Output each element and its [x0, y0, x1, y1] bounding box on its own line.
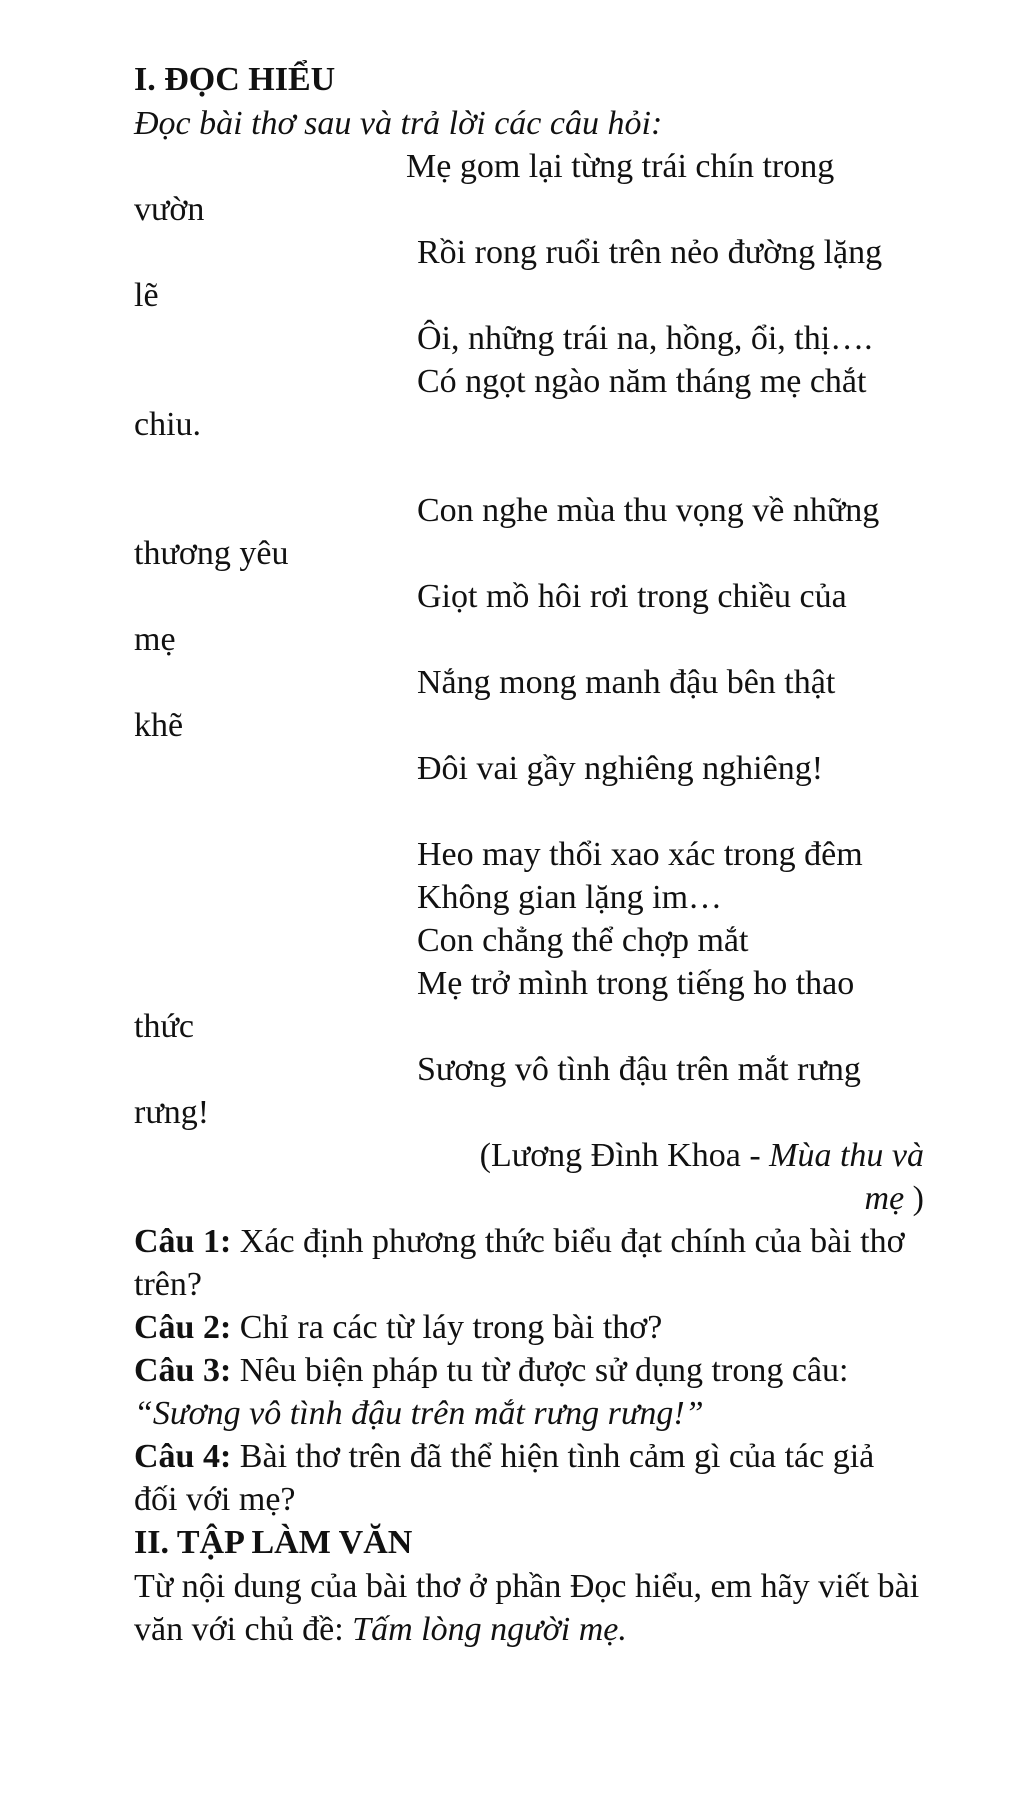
poem [134, 145, 924, 1134]
poem-source: (Lương Đình Khoa - Mùa thu và mẹ ) [479, 1137, 924, 1217]
poem-line: Sương vô tình đậu trên mắt rưng rưng! [134, 1051, 861, 1131]
poem-line: Mẹ trở mình trong tiếng ho thao thức [134, 965, 855, 1045]
document-page [134, 58, 924, 1651]
question-4: Câu 4: Bài thơ trên đã thể hiện tình cảm gì của tác giả đối với mẹ? [134, 1438, 875, 1518]
poem-line: Không gian lặng im… [417, 879, 723, 916]
writing-task: Từ nội dung của bài thơ ở phần Đọc hiểu, em hãy viết bài văn với chủ đề: Tấm lòng người mẹ. [134, 1568, 920, 1648]
question-2: Câu 2: Chỉ ra các từ láy trong bài thơ? [134, 1309, 663, 1346]
poem-line: Có ngọt ngào năm tháng mẹ chắt chiu. [134, 363, 867, 443]
poem-line: Ôi, những trái na, hồng, ổi, thị…. [417, 320, 873, 357]
poem-line: Giọt mồ hôi rơi trong chiều của mẹ [134, 578, 847, 658]
question-1: Câu 1: Xác định phương thức biểu đạt chính của bài thơ trên? [134, 1223, 905, 1303]
poem-line: Mẹ gom lại từng trái chín trong vườn [134, 148, 835, 228]
stanza-break [134, 446, 924, 489]
poem-line: Đôi vai gầy nghiêng nghiêng! [417, 750, 824, 787]
section-1-heading: I. ĐỌC HIỂU [134, 61, 336, 98]
reading-instruction: Đọc bài thơ sau và trả lời các câu hỏi: [134, 105, 663, 142]
poem-line: Con nghe mùa thu vọng về những thương yêu [134, 492, 880, 572]
stanza-break [134, 790, 924, 833]
poem-line: Rồi rong ruổi trên nẻo đường lặng lẽ [134, 234, 883, 314]
poem-line: Con chẳng thể chợp mắt [417, 922, 749, 959]
poem-line: Nắng mong manh đậu bên thật khẽ [134, 664, 836, 744]
section-2-heading: II. TẬP LÀM VĂN [134, 1524, 413, 1561]
poem-line: Heo may thổi xao xác trong đêm [417, 836, 863, 873]
question-3: Câu 3: Nêu biện pháp tu từ được sử dụng trong câu: “Sương vô tình đậu trên mắt rưng rưng!” [134, 1352, 849, 1432]
